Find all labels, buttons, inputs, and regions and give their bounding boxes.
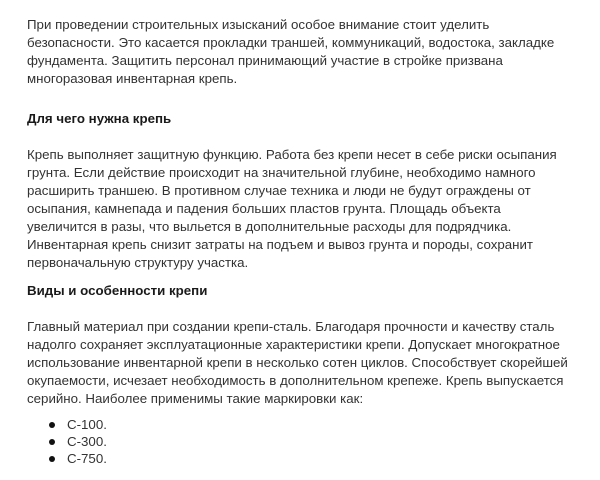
text-line: многоразовая инвентарная крепь.	[27, 71, 238, 86]
text-line: Крепь выполняет защитную функцию. Работа без крепи несет в себе риски осыпания	[27, 147, 557, 162]
list-item-label: С-750.	[67, 451, 107, 466]
text-line: окупаемости, исчезает необходимость в дополнительном крепеже. Крепь выпускается	[27, 373, 564, 388]
text-line: осыпания, камнепада и падения больших пластов грунта. Площадь объекта	[27, 201, 501, 216]
marking-list	[27, 416, 107, 467]
text-line: фундамента. Защитить персонал принимающий участие в стройке призвана	[27, 53, 503, 68]
purpose-paragraph	[27, 146, 557, 272]
text-line: использование инвентарной крепи в несколько сотен циклов. Способствует скорейшей	[27, 355, 568, 370]
text-line: безопасности. Это касается прокладки траншей, коммуникаций, водостока, закладке	[27, 35, 555, 50]
types-paragraph	[27, 318, 568, 408]
bullet-icon	[49, 422, 55, 428]
list-item-label: С-300.	[67, 434, 107, 449]
section-heading-purpose: Для чего нужна крепь	[27, 111, 172, 126]
list-item	[27, 433, 107, 450]
text-line: первоначальную структуру участка.	[27, 255, 249, 270]
text-line: Инвентарная крепь снизит затраты на подъем и вывоз грунта и породы, сохранит	[27, 237, 534, 252]
intro-paragraph	[27, 16, 554, 88]
list-item	[27, 416, 107, 433]
text-line: Главный материал при создании крепи-сталь. Благодаря прочности и качеству сталь	[27, 319, 555, 334]
text-line: увеличится в разы, что выльется в дополнительные расходы для подрядчика.	[27, 219, 512, 234]
list-item-label: С-100.	[67, 417, 107, 432]
text-line: грунта. Если действие происходит на значительной глубине, необходимо намного	[27, 165, 536, 180]
text-line: расширить траншею. В противном случае техника и люди не будут ограждены от	[27, 183, 531, 198]
text-line: При проведении строительных изысканий особое внимание стоит уделить	[27, 17, 490, 32]
list-item	[27, 450, 107, 467]
bullet-icon	[49, 456, 55, 462]
section-heading-types: Виды и особенности крепи	[27, 283, 208, 298]
bullet-icon	[49, 439, 55, 445]
text-line: надолго сохраняет эксплуатационные характеристики крепи. Допускает многократное	[27, 337, 560, 352]
text-line: серийно. Наиболее применимы такие маркировки как:	[27, 391, 364, 406]
